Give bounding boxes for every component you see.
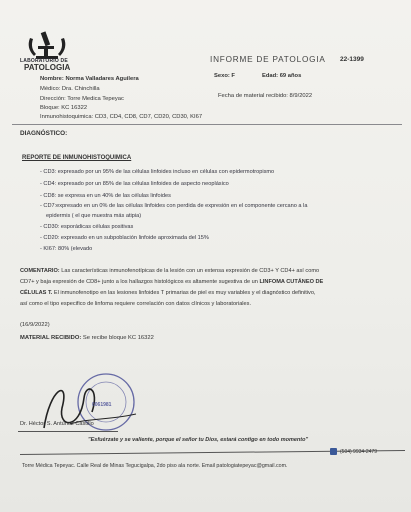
marker-text: CD4: expresado por un 85% de las células linfoides de aspecto neoplásico bbox=[43, 181, 229, 187]
ihq-report-heading: REPORTE DE INMUNOHISTOQUIMICA bbox=[22, 155, 132, 161]
marker-text: CD20: expresado en un subpoblación linfoide aproximada del 15% bbox=[43, 235, 209, 241]
logo-caption: LABORATORIO DE bbox=[20, 58, 68, 64]
material-received bbox=[20, 335, 154, 341]
marker-item: - CD8: se expresa en un 40% de las células linfoides bbox=[40, 193, 171, 199]
comment-text: El inmunofenotipo en las lesiones linfoides T primarias de piel es muy variables y el diagnóstico definitivo, bbox=[52, 290, 316, 296]
comment-text: Las características inmunofenotípicas de la lesión con un extensa expresión de CD3+ Y CD4+ así como bbox=[59, 268, 320, 274]
block-id: Bloque: KC 16322 bbox=[40, 105, 88, 111]
footer-quote: "Esfuérzate y se valiente, porque el señor tu Dios, estará contigo en todo momento" bbox=[88, 437, 309, 443]
patient-age: Edad: 69 años bbox=[262, 73, 302, 79]
marker-text: CD3: expresado por un 95% de las células linfoides incluso en células con epidermotropismo bbox=[43, 169, 275, 175]
received-date: Fecha de material recibido: 8/9/2022 bbox=[218, 93, 313, 99]
comment-label: COMENTARIO: bbox=[20, 268, 60, 274]
marker-item: - KI67: 80% (elevado bbox=[40, 246, 93, 252]
comment-text: CD7+ y baja expresión de CD8+ junto a los hallazgos histológicos es altamente sugestiva de un bbox=[20, 279, 260, 285]
patient-address: Dirección: Torre Medica Tepeyac bbox=[40, 96, 124, 102]
comment-line-4: así como el tipo especifico de linfoma requiere correlación con datos clínicos y laboratoriales. bbox=[20, 301, 252, 307]
ihq-markers: Inmunohistoquimica: CD3, CD4, CD8, CD7, CD20, CD30, KI67 bbox=[40, 114, 203, 120]
report-number: 22-1399 bbox=[340, 56, 364, 63]
material-value: Se recibe bloque KC 16322 bbox=[81, 335, 154, 341]
doctor-signature-name: Dr. Héctor S. Antúnez Castillo bbox=[20, 421, 94, 427]
footer-address: Torre Médica Tepeyac. Calle Real de Minas Tegucigalpa, 2do piso ala norte. Email patologiatepeyac@gmail.com. bbox=[22, 463, 288, 469]
comment-line-2 bbox=[20, 279, 323, 285]
doctor-stamp-icon bbox=[40, 368, 140, 438]
marker-item: - CD20: expresado en un subpoblación linfoide aproximada del 15% bbox=[40, 235, 209, 241]
divider bbox=[12, 124, 402, 125]
marker-item: - CD3: expresado por un 95% de las células linfoides incluso en células con epidermotropismo bbox=[40, 169, 275, 175]
logo-name: PATOLOGIA bbox=[24, 63, 71, 72]
marker-text: CD30: esporádicas células positivas bbox=[43, 224, 134, 230]
material-label: MATERIAL RECIBIDO: bbox=[20, 335, 82, 341]
patient-sex: Sexo: F bbox=[214, 73, 235, 79]
diagnosis-heading: DIAGNÓSTICO: bbox=[20, 130, 68, 137]
report-title: INFORME DE PATOLOGIA bbox=[210, 55, 326, 64]
marker-item: - CD30: esporádicas células positivas bbox=[40, 224, 134, 230]
diagnosis-highlight: CÉLULAS T. bbox=[20, 290, 53, 296]
patient-name: Nombre: Norma Valladares Aguilera bbox=[40, 76, 139, 82]
diagnosis-highlight: LINFOMA CUTÁNEO DE bbox=[259, 279, 324, 285]
comment-line-1 bbox=[20, 268, 319, 274]
signature-line bbox=[18, 431, 118, 432]
stamp-number: 0061981 bbox=[92, 402, 112, 408]
marker-item: - CD7:expresado en un 0% de las células linfoides con perdida de expresión en el componente cercano a la bbox=[40, 203, 308, 209]
marker-text: CD8: se expresa en un 40% de las células linfoides bbox=[43, 193, 171, 199]
comment-line-3 bbox=[20, 290, 315, 296]
marker-text: CD7:expresado en un 0% de las células linfoides con perdida de expresión en el componente cercano a la bbox=[43, 203, 308, 209]
doctor-name: Médico: Dra. Chinchilla bbox=[40, 86, 100, 92]
marker-item-continuation: epidermis ( el que muestra más atipia) bbox=[46, 213, 142, 219]
report-date: (16/9/2022) bbox=[20, 322, 50, 328]
marker-text: KI67: 80% (elevado bbox=[43, 246, 93, 252]
footer-phone: (504) 9934-2479 bbox=[340, 449, 377, 455]
facebook-icon bbox=[330, 448, 337, 455]
marker-item: - CD4: expresado por un 85% de las células linfoides de aspecto neoplásico bbox=[40, 181, 229, 187]
